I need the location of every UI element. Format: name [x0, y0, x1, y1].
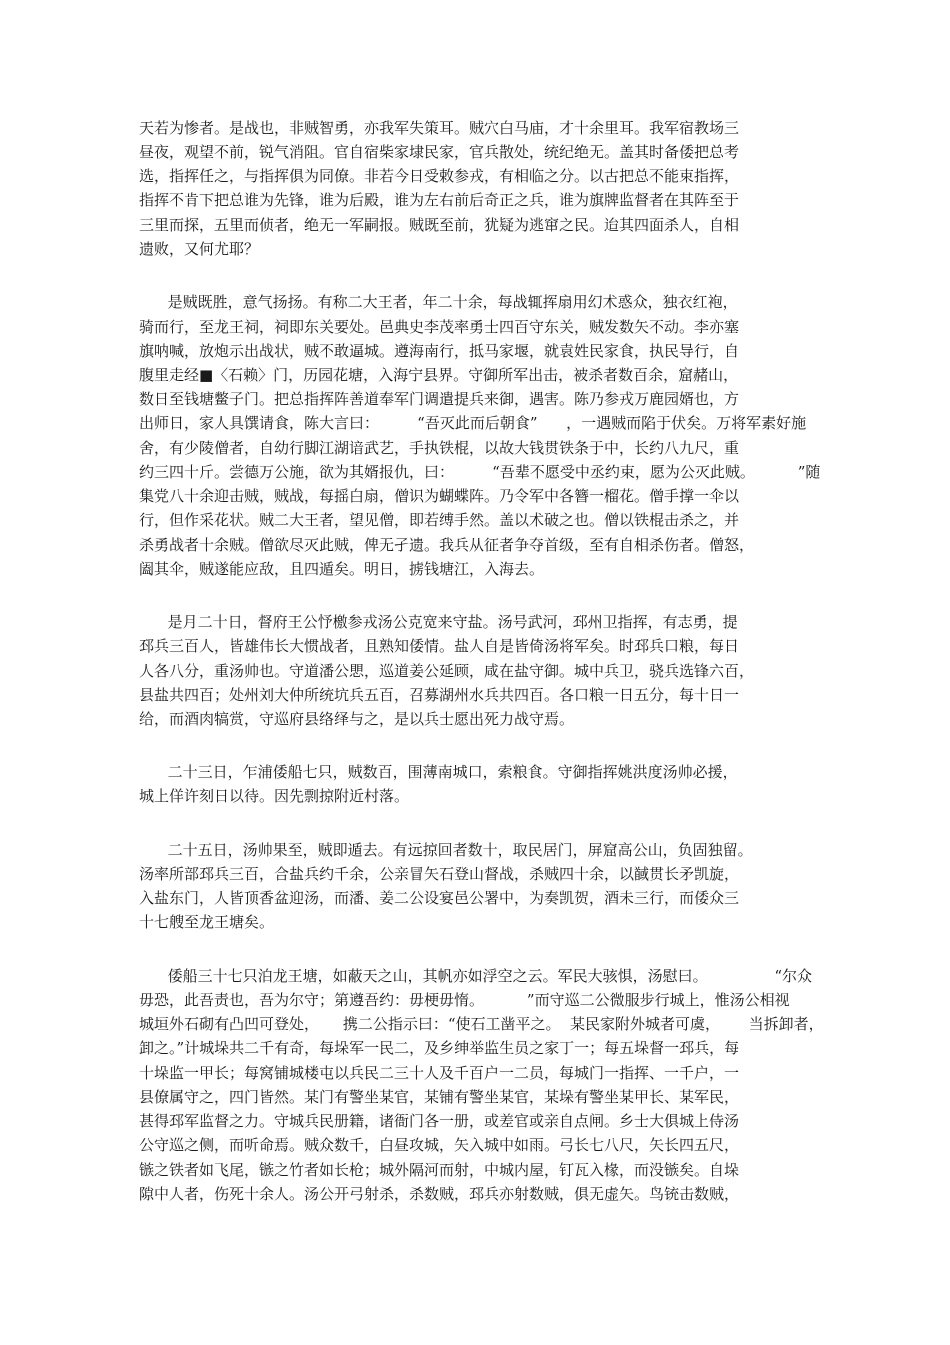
text-line: 出师日，家人具馔请食，陈大言曰： “吾灭此而后朝食” ，一遇贼而陷于伏矣。万将军素好施: [139, 414, 807, 432]
text-line: 旗呐喊，放炮示出战状，贼不敢逼城。遵海南行，抵马家堰，就袁姓民家食，执民导行，自: [139, 342, 740, 360]
text-line: 遗败，又何尤耶？: [139, 240, 260, 258]
text-line: 昼夜，观望不前，锐气消阻。官自宿柴家埭民家，官兵散处，统纪绝无。盖其时备倭把总考: [139, 143, 740, 161]
text-line: 人各八分，重汤帅也。守道潘公愳，巡道姜公延顾，咸在盐守御。城中兵卫，骁兵选锋六百，: [139, 662, 755, 680]
text-line: 甚得邳军监督之力。守城兵民册籍，诸衙门各一册，或差官或亲自点闸。乡士大俱城上侍汤: [139, 1112, 740, 1130]
text-line: 十七艘至龙王塘矣。: [139, 913, 275, 931]
text-line: 集党八十余迎击贼，贼战，每摇白扇，僧识为蝴蝶阵。乃令军中各簪一榴花。僧手撑一伞以: [139, 487, 740, 505]
text-line: 邳兵三百人，皆雄伟长大惯战者，且熟知倭情。盐人自是皆倚汤将军矣。时邳兵口粮，每日: [139, 637, 740, 655]
text-line: 汤率所部邳兵三百，合盐兵约千余，公亲冒矢石登山督战，杀贼四十余，以馘贯长矛凯旋，: [139, 865, 740, 883]
text-line: 倭船三十七只泊龙王塘，如蔽天之山，其帆亦如浮空之云。军民大骇惧，汤慰曰。 “尔众: [139, 967, 813, 985]
text-line: 行，但作采花状。贼二大王者，望见僧，即若缚手然。盖以术破之也。僧以铁棍击杀之，并: [139, 511, 740, 529]
text-line: 县僚属守之，四门皆然。某门有警坐某官，某铺有警坐某官，某垛有警坐某甲长、某军民，: [139, 1088, 740, 1106]
text-line: 隙中人者，伤死十余人。汤公开弓射杀，杀数贼，邳兵亦射数贼，俱无虚矢。鸟铳击数贼，: [139, 1185, 740, 1203]
text-line: 阖其伞，贼遂能应敌，且四遁矣。明日，掳钱塘江，入海去。: [139, 560, 545, 578]
text-line: 是月二十日，督府王公忬檄参戎汤公克宽来守盐。汤号武河，邳州卫指挥，有志勇，提: [139, 613, 738, 631]
text-line: 选，指挥任之，与指挥俱为同僚。非若今日受敕参戎，有相临之分。以古把总不能束指挥，: [139, 167, 740, 185]
text-line: 是贼既胜，意气扬扬。有称二大王者，年二十余，每战辄挥扇用幻术惑众，独衣红袍，: [139, 293, 738, 311]
text-line: 腹里走经■〈石赖〉门，历园花塘，入海宁县界。守御所军出击，被杀者数百余，窟赭山，: [139, 366, 739, 384]
text-line: 天若为惨者。是战也，非贼智勇，亦我军失策耳。贼穴白马庙，才十余里耳。我军宿教场三: [139, 119, 740, 137]
text-line: 给，而酒肉犒赏，守巡府县络绎与之，是以兵士愿出死力战守焉。: [139, 710, 575, 728]
text-line: 城垣外石砌有凸凹可登处， 携二公指示曰：“使石工凿平之。 某民家附外城者可虞， 当拆卸者，: [139, 1015, 824, 1033]
text-line: 杀勇战者十余贼。僧欲尽灭此贼，俾无孑遗。我兵从征者争夺首级，至有自相杀伤者。僧怒，: [139, 536, 755, 554]
text-line: 十垛监一甲长；每窝铺城楼屯以兵民二三十人及千百户一二员，每城门一指挥、一千户，一: [139, 1064, 740, 1082]
text-line: 舍，有少陵僧者，自幼行脚江湖谙武艺，手执铁棍，以故大钱贯铁条于中，长约八九尺，重: [139, 439, 740, 457]
text-line: 城上佯许刻日以待。因先剽掠附近村落。: [139, 787, 410, 805]
text-line: 指挥不肯下把总谁为先锋，谁为后殿，谁为左右前后奇正之兵，谁为旗牌监督者在其阵至于: [139, 191, 740, 209]
text-line: 三里而探，五里而侦者，绝无一军嗣报。贼既至前，犹疑为逃窜之民。迨其四面杀人，自相: [139, 216, 740, 234]
text-line: 镞之铁者如飞尾，镞之竹者如长枪；城外隔河而射，中城内屋，钉瓦入椽，而没镞矣。自垛: [139, 1161, 740, 1179]
text-line: 公守巡之侧，而听命焉。贼众数千，白昼攻城，矢入城中如雨。弓长七八尺，矢长四五尺，: [139, 1136, 740, 1154]
text-line: 入盐东门，人皆顶香盆迎汤，而潘、姜二公设宴邑公署中，为奏凯贺，酒未三行，而倭众三: [139, 889, 740, 907]
text-line: 骑而行，至龙王祠，祠即东关要处。邑典史李茂率勇士四百守东关，贼发数矢不动。李亦塞: [139, 318, 740, 336]
text-line: 二十三日，乍浦倭船七只，贼数百，围薄南城口，索粮食。守御指挥姚洪度汤帅必援，: [139, 763, 738, 781]
text-line: 二十五日，汤帅果至，贼即遁去。有远掠回者数十，取民居门，屏窟高公山，负固独留。: [139, 841, 753, 859]
text-line: 县盐共四百；处州刘大仲所统坑兵五百，召募湖州水兵共四百。各口粮一日五分，每十日一: [139, 686, 740, 704]
text-line: 数日至钱塘鳖子门。把总指挥阵善道奉军门调遣提兵来御，遇害。陈乃参戎万鹿园婿也，方: [139, 390, 740, 408]
text-line: 约三四十斤。尝德万公施，欲为其婿报仇，曰： “吾辈不愿受中丞约束，愿为公灭此贼。 ”随: [139, 463, 821, 481]
text-line: 卸之。”计城垛共二千有奇，每垛军一民二，及乡绅举监生员之家丁一；每五垛督一邳兵，每: [139, 1039, 740, 1057]
text-line: 毋恐，此吾责也，吾为尔守；第遵吾约：毋梗毋惰。 ”而守巡二公微服步行城上，惟汤公相视: [139, 991, 790, 1009]
